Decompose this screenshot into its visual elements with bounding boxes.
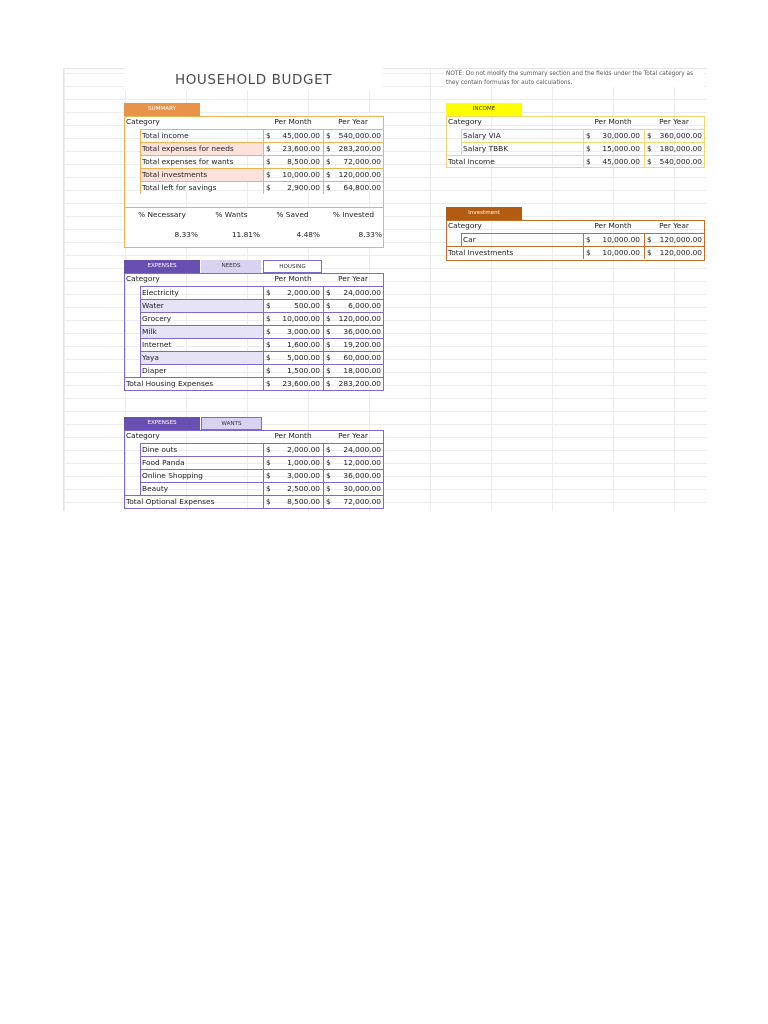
income-col-divider bbox=[644, 142, 645, 155]
needs-col-divider bbox=[323, 286, 324, 299]
summary-col-divider bbox=[263, 168, 264, 181]
income-col-divider bbox=[644, 155, 645, 168]
wants-row-currency: $ bbox=[326, 484, 331, 493]
needs-row-label: Diaper bbox=[142, 366, 167, 375]
income-row-currency: $ bbox=[647, 131, 652, 140]
needs-col-divider bbox=[323, 325, 324, 338]
summary-row-currency: $ bbox=[266, 144, 271, 153]
summary-col-divider bbox=[323, 155, 324, 168]
needs-row-divider bbox=[140, 364, 141, 377]
needs-row-divider bbox=[140, 351, 141, 364]
needs-row-currency: $ bbox=[266, 301, 271, 310]
summary-col-divider bbox=[263, 181, 264, 194]
investment-col-divider bbox=[583, 233, 584, 246]
wants-row-label: Dine outs bbox=[142, 445, 178, 454]
summary-col-divider bbox=[323, 142, 324, 155]
investment-col-divider bbox=[644, 246, 645, 259]
summary-row-divider bbox=[140, 129, 141, 142]
income-row-month: 30,000.00 bbox=[602, 131, 640, 140]
needs-row-label: Milk bbox=[142, 327, 157, 336]
income-row-year: 360,000.00 bbox=[659, 131, 702, 140]
summary-row-divider bbox=[140, 181, 141, 194]
wants-row-currency: $ bbox=[266, 484, 271, 493]
wants-total-currency: $ bbox=[266, 497, 271, 506]
needs-row-month: 1,500.00 bbox=[287, 366, 320, 375]
wants-col-divider bbox=[263, 456, 264, 469]
investment-row-divider bbox=[461, 233, 462, 246]
income-col-divider bbox=[583, 155, 584, 168]
investment-total-label: Total Investments bbox=[448, 248, 514, 257]
needs-col-divider bbox=[323, 364, 324, 377]
summary-header-year: Per Year bbox=[338, 117, 368, 126]
income-total-currency: $ bbox=[647, 157, 652, 166]
investment-tag: Investment bbox=[446, 207, 522, 220]
needs-row-year: 24,000.00 bbox=[343, 288, 381, 297]
investment-row-year: 120,000.00 bbox=[659, 235, 702, 244]
needs-type-tag: NEEDS bbox=[201, 260, 261, 273]
needs-col-divider bbox=[323, 377, 324, 390]
investment-header-category: Category bbox=[448, 221, 482, 230]
investment-col-divider bbox=[583, 246, 584, 259]
needs-row-currency: $ bbox=[266, 288, 271, 297]
needs-row-currency: $ bbox=[266, 353, 271, 362]
housing-group-tag: HOUSING bbox=[263, 260, 322, 273]
needs-row-currency: $ bbox=[326, 327, 331, 336]
wants-row-month: 2,000.00 bbox=[287, 445, 320, 454]
needs-total-currency: $ bbox=[326, 379, 331, 388]
needs-row-currency: $ bbox=[326, 340, 331, 349]
percent-value-3: 8.33% bbox=[358, 230, 382, 239]
income-col-divider bbox=[583, 142, 584, 155]
summary-row-year: 540,000.00 bbox=[338, 131, 381, 140]
income-row-currency: $ bbox=[647, 144, 652, 153]
needs-col-divider bbox=[263, 325, 264, 338]
wants-col-divider bbox=[263, 495, 264, 508]
needs-row-currency: $ bbox=[266, 340, 271, 349]
income-row-year: 180,000.00 bbox=[659, 144, 702, 153]
investment-total-year: 120,000.00 bbox=[659, 248, 702, 257]
investment-header-month: Per Month bbox=[594, 221, 632, 230]
percent-value-1: 11.81% bbox=[231, 230, 260, 239]
needs-col-divider bbox=[263, 286, 264, 299]
summary-col-divider bbox=[323, 168, 324, 181]
wants-row-label: Beauty bbox=[142, 484, 169, 493]
needs-row-divider bbox=[140, 299, 141, 312]
income-row-currency: $ bbox=[586, 144, 591, 153]
summary-row-currency: $ bbox=[266, 131, 271, 140]
needs-total-month: 23,600.00 bbox=[282, 379, 320, 388]
investment-total-currency: $ bbox=[586, 248, 591, 257]
summary-header-category: Category bbox=[126, 117, 160, 126]
needs-total-currency: $ bbox=[266, 379, 271, 388]
needs-row-label: Water bbox=[142, 301, 164, 310]
needs-row-fill bbox=[141, 351, 263, 364]
wants-col-divider bbox=[323, 456, 324, 469]
needs-row-currency: $ bbox=[266, 327, 271, 336]
wants-row-divider bbox=[140, 443, 141, 456]
summary-row-year: 72,000.00 bbox=[343, 157, 381, 166]
summary-row-currency: $ bbox=[266, 157, 271, 166]
income-row-divider bbox=[461, 142, 462, 155]
investment-total-currency: $ bbox=[647, 248, 652, 257]
wants-col-divider bbox=[263, 443, 264, 456]
wants-header-month: Per Month bbox=[274, 431, 312, 440]
needs-row-divider bbox=[140, 325, 141, 338]
needs-row-label: Yaya bbox=[142, 353, 159, 362]
needs-row-divider bbox=[140, 338, 141, 351]
needs-row-month: 5,000.00 bbox=[287, 353, 320, 362]
needs-row-divider bbox=[140, 312, 141, 325]
needs-col-divider bbox=[323, 351, 324, 364]
summary-row-month: 45,000.00 bbox=[282, 131, 320, 140]
needs-row-year: 36,000.00 bbox=[343, 327, 381, 336]
investment-row-currency: $ bbox=[647, 235, 652, 244]
needs-row-year: 120,000.00 bbox=[338, 314, 381, 323]
wants-row-divider bbox=[140, 482, 141, 495]
wants-row-currency: $ bbox=[266, 471, 271, 480]
income-row-label: Salary TBBK bbox=[463, 144, 509, 153]
summary-row-label: Total expenses for wants bbox=[142, 157, 234, 166]
needs-header-year: Per Year bbox=[338, 274, 368, 283]
wants-col-divider bbox=[323, 482, 324, 495]
income-col-divider bbox=[644, 129, 645, 142]
wants-col-divider bbox=[263, 469, 264, 482]
income-row-currency: $ bbox=[586, 131, 591, 140]
wants-row-currency: $ bbox=[326, 471, 331, 480]
income-header-year: Per Year bbox=[659, 117, 689, 126]
needs-row-currency: $ bbox=[326, 314, 331, 323]
wants-col-divider bbox=[323, 469, 324, 482]
investment-total-month: 10,000.00 bbox=[602, 248, 640, 257]
wants-total-year: 72,000.00 bbox=[343, 497, 381, 506]
needs-header-month: Per Month bbox=[274, 274, 312, 283]
wants-total-currency: $ bbox=[326, 497, 331, 506]
needs-col-divider bbox=[263, 351, 264, 364]
wants-row-label: Food Panda bbox=[142, 458, 185, 467]
wants-row-year: 36,000.00 bbox=[343, 471, 381, 480]
wants-row-currency: $ bbox=[266, 445, 271, 454]
wants-total-month: 8,500.00 bbox=[287, 497, 320, 506]
income-total-year: 540,000.00 bbox=[659, 157, 702, 166]
page-title: HOUSEHOLD BUDGET bbox=[124, 68, 383, 90]
summary-row-divider bbox=[140, 155, 141, 168]
summary-header-month: Per Month bbox=[274, 117, 312, 126]
needs-col-divider bbox=[263, 299, 264, 312]
summary-row-currency: $ bbox=[266, 183, 271, 192]
wants-total-label: Total Optional Expenses bbox=[126, 497, 215, 506]
wants-col-divider bbox=[323, 495, 324, 508]
needs-row-year: 19,200.00 bbox=[343, 340, 381, 349]
investment-header-year: Per Year bbox=[659, 221, 689, 230]
wants-expenses-tag: EXPENSES bbox=[124, 417, 200, 430]
wants-header-year: Per Year bbox=[338, 431, 368, 440]
summary-tag: SUMMARY bbox=[124, 103, 200, 116]
wants-col-divider bbox=[263, 482, 264, 495]
summary-row-divider bbox=[140, 142, 141, 155]
summary-row-currency: $ bbox=[326, 183, 331, 192]
summary-row-label: Total investments bbox=[142, 170, 208, 179]
summary-row-label: Total income bbox=[142, 131, 189, 140]
needs-col-divider bbox=[263, 312, 264, 325]
summary-col-divider bbox=[323, 181, 324, 194]
summary-col-divider bbox=[263, 142, 264, 155]
summary-row-currency: $ bbox=[326, 157, 331, 166]
wants-row-label: Online Shopping bbox=[142, 471, 203, 480]
summary-row-currency: $ bbox=[326, 170, 331, 179]
investment-row-month: 10,000.00 bbox=[602, 235, 640, 244]
wants-row-currency: $ bbox=[266, 458, 271, 467]
percent-header-2: % Saved bbox=[276, 210, 309, 219]
needs-row-divider bbox=[140, 286, 141, 299]
needs-col-divider bbox=[263, 377, 264, 390]
note-text: NOTE: Do not modify the summary section and the fields under the Total category as they contain formulas for auto calculations. bbox=[446, 70, 704, 87]
needs-row-currency: $ bbox=[326, 288, 331, 297]
wants-header-category: Category bbox=[126, 431, 160, 440]
summary-row-year: 283,200.00 bbox=[338, 144, 381, 153]
needs-row-year: 18,000.00 bbox=[343, 366, 381, 375]
wants-row-year: 30,000.00 bbox=[343, 484, 381, 493]
summary-row-currency: $ bbox=[326, 144, 331, 153]
summary-row-divider bbox=[140, 168, 141, 181]
summary-col-divider bbox=[323, 129, 324, 142]
needs-expenses-tag: EXPENSES bbox=[124, 260, 200, 273]
needs-row-currency: $ bbox=[326, 366, 331, 375]
investment-col-divider bbox=[644, 233, 645, 246]
needs-col-divider bbox=[323, 312, 324, 325]
income-tag: INCOME bbox=[446, 103, 522, 116]
needs-total-label: Total Housing Expenses bbox=[126, 379, 214, 388]
summary-row-year: 120,000.00 bbox=[338, 170, 381, 179]
investment-row-currency: $ bbox=[586, 235, 591, 244]
needs-row-year: 6,000.00 bbox=[348, 301, 381, 310]
needs-total-year: 283,200.00 bbox=[338, 379, 381, 388]
needs-col-divider bbox=[323, 299, 324, 312]
wants-row-currency: $ bbox=[326, 458, 331, 467]
wants-row-month: 1,000.00 bbox=[287, 458, 320, 467]
needs-row-label: Grocery bbox=[142, 314, 172, 323]
wants-row-divider bbox=[140, 456, 141, 469]
summary-row-label: Total expenses for needs bbox=[142, 144, 234, 153]
needs-row-currency: $ bbox=[326, 301, 331, 310]
needs-row-currency: $ bbox=[266, 366, 271, 375]
needs-row-month: 1,600.00 bbox=[287, 340, 320, 349]
wants-row-divider bbox=[140, 469, 141, 482]
income-row-month: 15,000.00 bbox=[602, 144, 640, 153]
income-total-currency: $ bbox=[586, 157, 591, 166]
income-total-month: 45,000.00 bbox=[602, 157, 640, 166]
summary-row-year: 64,800.00 bbox=[343, 183, 381, 192]
needs-row-fill bbox=[141, 325, 263, 338]
income-row-divider bbox=[461, 129, 462, 142]
income-header-month: Per Month bbox=[594, 117, 632, 126]
wants-row-month: 3,000.00 bbox=[287, 471, 320, 480]
income-col-divider bbox=[583, 129, 584, 142]
needs-row-month: 500.00 bbox=[294, 301, 320, 310]
summary-row-month: 8,500.00 bbox=[287, 157, 320, 166]
needs-col-divider bbox=[263, 364, 264, 377]
needs-col-divider bbox=[263, 338, 264, 351]
needs-row-month: 2,000.00 bbox=[287, 288, 320, 297]
investment-row-label: Car bbox=[463, 235, 476, 244]
summary-col-divider bbox=[263, 129, 264, 142]
wants-row-year: 12,000.00 bbox=[343, 458, 381, 467]
summary-col-divider bbox=[263, 155, 264, 168]
summary-row-currency: $ bbox=[266, 170, 271, 179]
needs-row-label: Electricity bbox=[142, 288, 179, 297]
needs-row-currency: $ bbox=[326, 353, 331, 362]
needs-row-label: Internet bbox=[142, 340, 172, 349]
summary-row-month: 10,000.00 bbox=[282, 170, 320, 179]
percent-header-0: % Necessary bbox=[138, 210, 186, 219]
wants-row-year: 24,000.00 bbox=[343, 445, 381, 454]
income-row-label: Salary VIA bbox=[463, 131, 501, 140]
summary-row-month: 23,600.00 bbox=[282, 144, 320, 153]
summary-row-label: Total left for savings bbox=[142, 183, 217, 192]
needs-row-currency: $ bbox=[266, 314, 271, 323]
needs-header-category: Category bbox=[126, 274, 160, 283]
percent-value-2: 4.48% bbox=[296, 230, 320, 239]
needs-col-divider bbox=[323, 338, 324, 351]
summary-row-month: 2,900.00 bbox=[287, 183, 320, 192]
percent-header-3: % Invested bbox=[332, 210, 375, 219]
needs-row-year: 60,000.00 bbox=[343, 353, 381, 362]
wants-row-currency: $ bbox=[326, 445, 331, 454]
wants-col-divider bbox=[323, 443, 324, 456]
income-header-category: Category bbox=[448, 117, 482, 126]
income-total-label: Total Income bbox=[448, 157, 495, 166]
percent-value-0: 8.33% bbox=[174, 230, 198, 239]
percent-header-1: % Wants bbox=[215, 210, 248, 219]
summary-row-currency: $ bbox=[326, 131, 331, 140]
needs-row-month: 10,000.00 bbox=[282, 314, 320, 323]
needs-row-month: 3,000.00 bbox=[287, 327, 320, 336]
wants-type-tag: WANTS bbox=[201, 417, 262, 430]
wants-row-month: 2,500.00 bbox=[287, 484, 320, 493]
